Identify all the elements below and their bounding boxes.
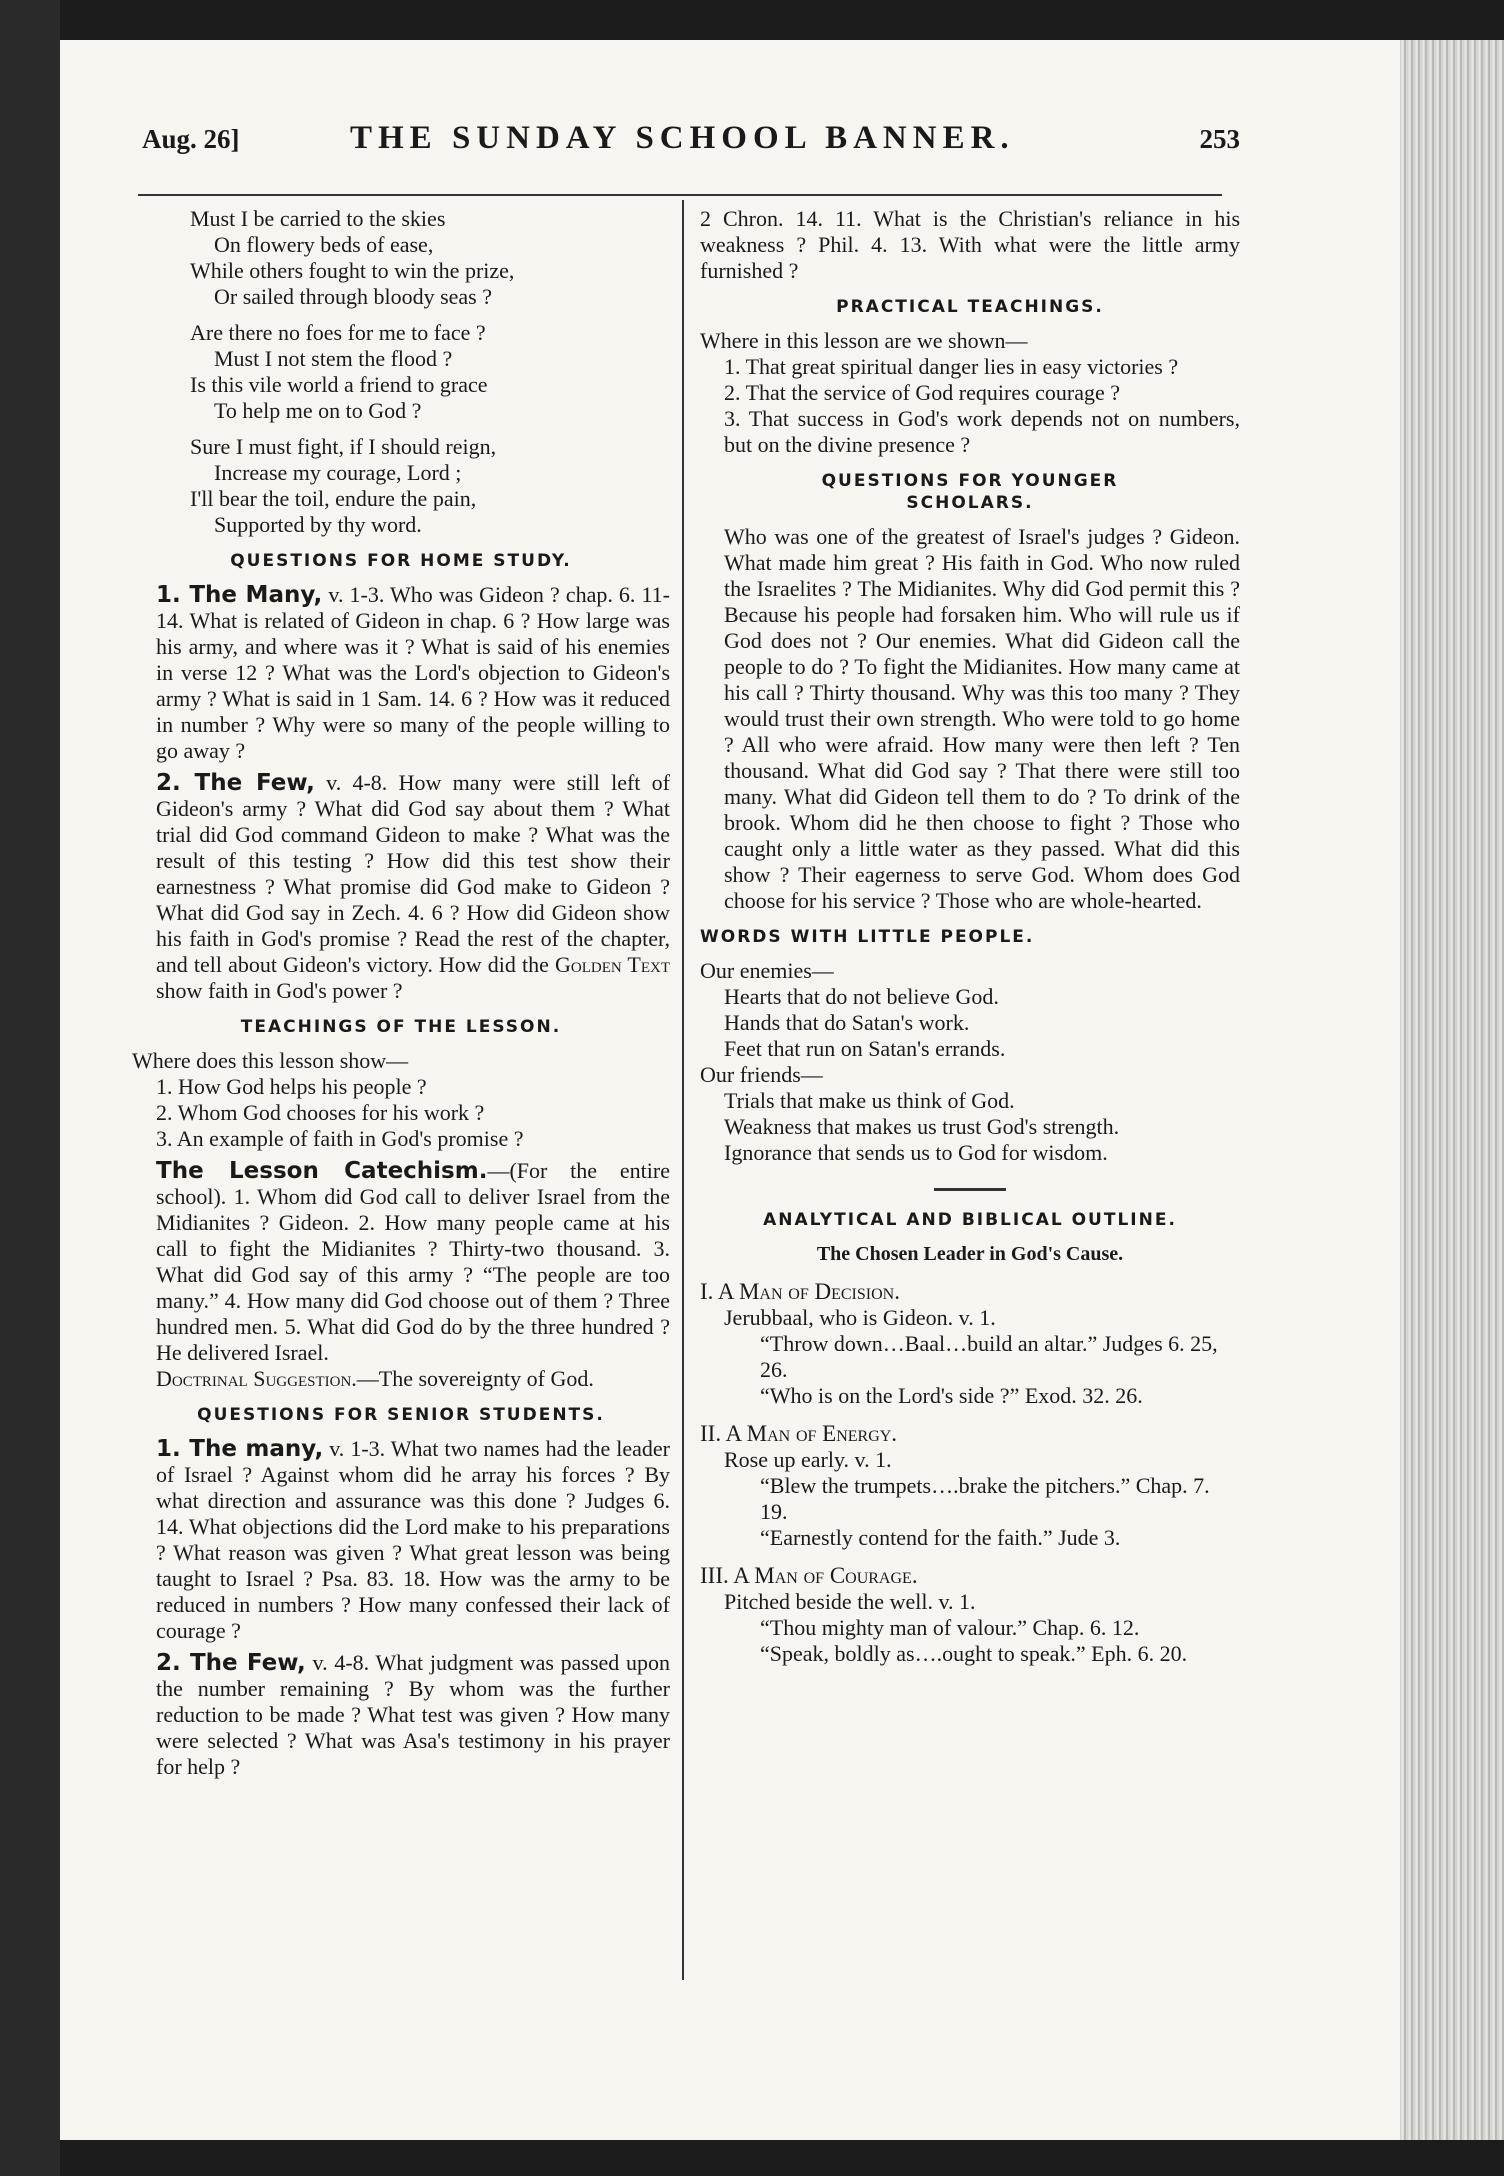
doctrinal-label: Doctrinal Suggestion. (156, 1366, 357, 1391)
hymn-line: Must I not stem the flood ? (214, 346, 453, 371)
hymn-line: On flowery beds of ease, (214, 232, 434, 257)
practical-item: 3. That success in God's work depends not on numbers, but on the divine presence ? (724, 406, 1240, 457)
section-heading: TEACHINGS OF THE LESSON. (240, 1017, 562, 1037)
enemy-item: Feet that run on Satan's errands. (724, 1036, 1006, 1061)
heading-line: QUESTIONS FOR YOUNGER (821, 471, 1119, 491)
section-heading: QUESTIONS FOR HOME STUDY. (230, 551, 572, 571)
outline-section-title: III. A Man of Courage. (700, 1563, 918, 1588)
hymn-line: Increase my courage, Lord ; (214, 460, 462, 485)
senior-para-2 (132, 1650, 670, 1780)
book-spine (0, 0, 60, 2176)
para-lead: 2. The Few, (156, 770, 315, 796)
hymn-line: To help me on to God ? (214, 398, 422, 423)
stanza (190, 320, 670, 424)
page-edges (1400, 40, 1504, 2140)
practical-item: 2. That the service of God requires courage ? (724, 380, 1121, 405)
stanza (190, 434, 670, 538)
para-text: v. 4-8. What judgment was passed upon the number remaining ? By whom was the further reduction to be made ? What test was given ? How many were selected ? What was Asa's testimony in his prayer for help ? (156, 1650, 671, 1779)
para-lead: 1. The Many, (156, 582, 323, 608)
outline-line: Pitched beside the well. v. 1. (724, 1589, 976, 1614)
practical-item: 1. That great spiritual danger lies in easy victories ? (724, 354, 1179, 379)
header-date: Aug. 26] (142, 124, 240, 154)
golden-text: Golden Text (554, 952, 670, 977)
outline-section-title: II. A Man of Energy. (700, 1421, 898, 1446)
outline-quote: “Blew the trumpets….brake the pitchers.” Chap. 7. 19. (760, 1473, 1210, 1524)
section-heading: PRACTICAL TEACHINGS. (836, 297, 1104, 317)
outline-line: Jerubbaal, who is Gideon. v. 1. (724, 1305, 996, 1330)
hymn-line: Are there no foes for me to face ? (190, 320, 486, 345)
teaching-item: 1. How God helps his people ? (156, 1074, 427, 1099)
teaching-item: 2. Whom God chooses for his work ? (156, 1100, 485, 1125)
enemy-item: Hearts that do not believe God. (724, 984, 999, 1009)
hymn-line: Or sailed through bloody seas ? (214, 284, 492, 309)
teaching-item: 3. An example of faith in God's promise ? (156, 1126, 524, 1151)
outline-quote: “Who is on the Lord's side ?” Exod. 32. 26. (760, 1383, 1143, 1408)
senior-para-1 (132, 1436, 670, 1644)
outline-quote: “Thou mighty man of valour.” Chap. 6. 12. (760, 1615, 1140, 1640)
section-heading: WORDS WITH LITTLE PEOPLE. (700, 927, 1035, 947)
outline-quote: “Earnestly contend for the faith.” Jude 3. (760, 1525, 1121, 1550)
para-text: —The sovereignty of God. (356, 1366, 594, 1391)
hymn-line: Sure I must fight, if I should reign, (190, 434, 497, 459)
hymn-line: Is this vile world a friend to grace (190, 372, 488, 397)
younger-text: Who was one of the greatest of Israel's judges ? Gideon. What made him great ? His faith in God. Who now ruled the Israelites ? The Midianites. Why did God permit this ? Because his people had forsaken him. Who will rule us if God does not ? Our enemies. What did Gideon call the people to do ? To fight the Midianites. How many came at his call ? Thirty thousand. Why was this too many ? They would trust their own strength. Who were told to go home ? All who were afraid. How many were then left ? Ten thousand. What did God say ? That there were still too many. What did Gideon tell them to do ? To drink of the brook. Whom did he then choose to fight ? Those who caught only a little water as they passed. What did this show ? Their eagerness to serve God. Whom does God choose for his service ? Those who are whole-hearted. (724, 524, 1240, 913)
friends-label: Our friends— (700, 1062, 823, 1087)
outline-line: Rose up early. v. 1. (724, 1447, 892, 1472)
column-divider (682, 200, 684, 1980)
right-column (700, 206, 1240, 1667)
hymn-line: While others fought to win the prize, (190, 258, 515, 283)
section-heading (700, 470, 1240, 514)
heading-line: SCHOLARS. (906, 493, 1034, 513)
hymn-line: Must I be carried to the skies (190, 206, 446, 231)
header-rule (138, 194, 1222, 196)
doctrinal-suggestion (132, 1366, 670, 1392)
enemies-label: Our enemies— (700, 958, 834, 983)
para-text: show faith in God's power ? (156, 978, 403, 1003)
continued-text: 2 Chron. 14. 11. What is the Christian's reliance in his weakness ? Phil. 4. 13. With what were the little army furnished ? (700, 206, 1240, 283)
para-lead: The Lesson Catechism. (156, 1158, 488, 1184)
practical-intro: Where in this lesson are we shown— (700, 328, 1028, 353)
header-title: THE SUNDAY SCHOOL BANNER. (350, 120, 1015, 156)
stanza (190, 206, 670, 310)
friend-item: Ignorance that sends us to God for wisdom. (724, 1140, 1108, 1165)
catechism (132, 1158, 670, 1366)
para-text: v. 1-3. Who was Gideon ? chap. 6. 11-14. What is related of Gideon in chap. 6 ? How large was his army, and where was it ? What is said of his enemies in verse 12 ? What was the Lord's objection to Gideon's army ? What is said in 1 Sam. 14. 6 ? How was it reduced in number ? Why were so many of the people willing to go away ? (156, 582, 670, 763)
home-study-para-2 (132, 770, 670, 1004)
friend-item: Trials that make us think of God. (724, 1088, 1015, 1113)
hymn-line: Supported by thy word. (214, 512, 422, 537)
outline-quote: “Speak, boldly as….ought to speak.” Eph. 6. 20. (760, 1641, 1188, 1666)
left-column (132, 206, 670, 1780)
hymn (190, 206, 670, 538)
outline-subheading: The Chosen Leader in God's Cause. (816, 1243, 1124, 1265)
home-study-para-1 (132, 582, 670, 764)
hymn-line: I'll bear the toil, endure the pain, (190, 486, 477, 511)
teachings-intro: Where does this lesson show— (132, 1048, 409, 1073)
divider-rule (934, 1188, 1006, 1191)
outline-quote: “Throw down…Baal…build an altar.” Judges 6. 25, 26. (760, 1331, 1218, 1382)
outline-section-title: I. A Man of Decision. (700, 1279, 900, 1304)
para-lead: 1. The many, (156, 1436, 324, 1462)
enemy-item: Hands that do Satan's work. (724, 1010, 970, 1035)
running-header (80, 88, 1240, 168)
page-number: 253 (1199, 124, 1240, 154)
para-text: v. 4-8. How many were still left of Gideon's army ? What did God say about them ? What trial did God command Gideon to make ? What was the result of this testing ? How did this test show their earnestness ? What promise did God make to Gideon ? What did God say in Zech. 4. 6 ? How did Gideon show his faith in God's promise ? Read the rest of the chapter, and tell about Gideon's victory. How did the (156, 770, 670, 977)
friend-item: Weakness that makes us trust God's strength. (724, 1114, 1120, 1139)
para-text: v. 1-3. What two names had the leader of Israel ? Against whom did he array his forces ? By what direction and assurance was this done ? Judges 6. 14. What objections did the Lord make to his preparations ? What reason was given ? What great lesson was being taught to Israel ? Psa. 83. 18. How was the army to be reduced in numbers ? How many confessed their lack of courage ? (156, 1436, 670, 1643)
para-lead: 2. The Few, (156, 1650, 306, 1676)
para-text: —(For the entire school). 1. Whom did God call to deliver Israel from the Midianites ? Gideon. 2. How many people came at his call to fight the Midianites ? Thirty-two thousand. 3. What did God say of this army ? “The people are too many.” 4. How many did God choose out of them ? Three hundred men. 5. What did God do by the three hundred ? He delivered Israel. (156, 1158, 670, 1365)
section-heading: QUESTIONS FOR SENIOR STUDENTS. (197, 1405, 605, 1425)
section-heading: ANALYTICAL AND BIBLICAL OUTLINE. (763, 1210, 1177, 1230)
